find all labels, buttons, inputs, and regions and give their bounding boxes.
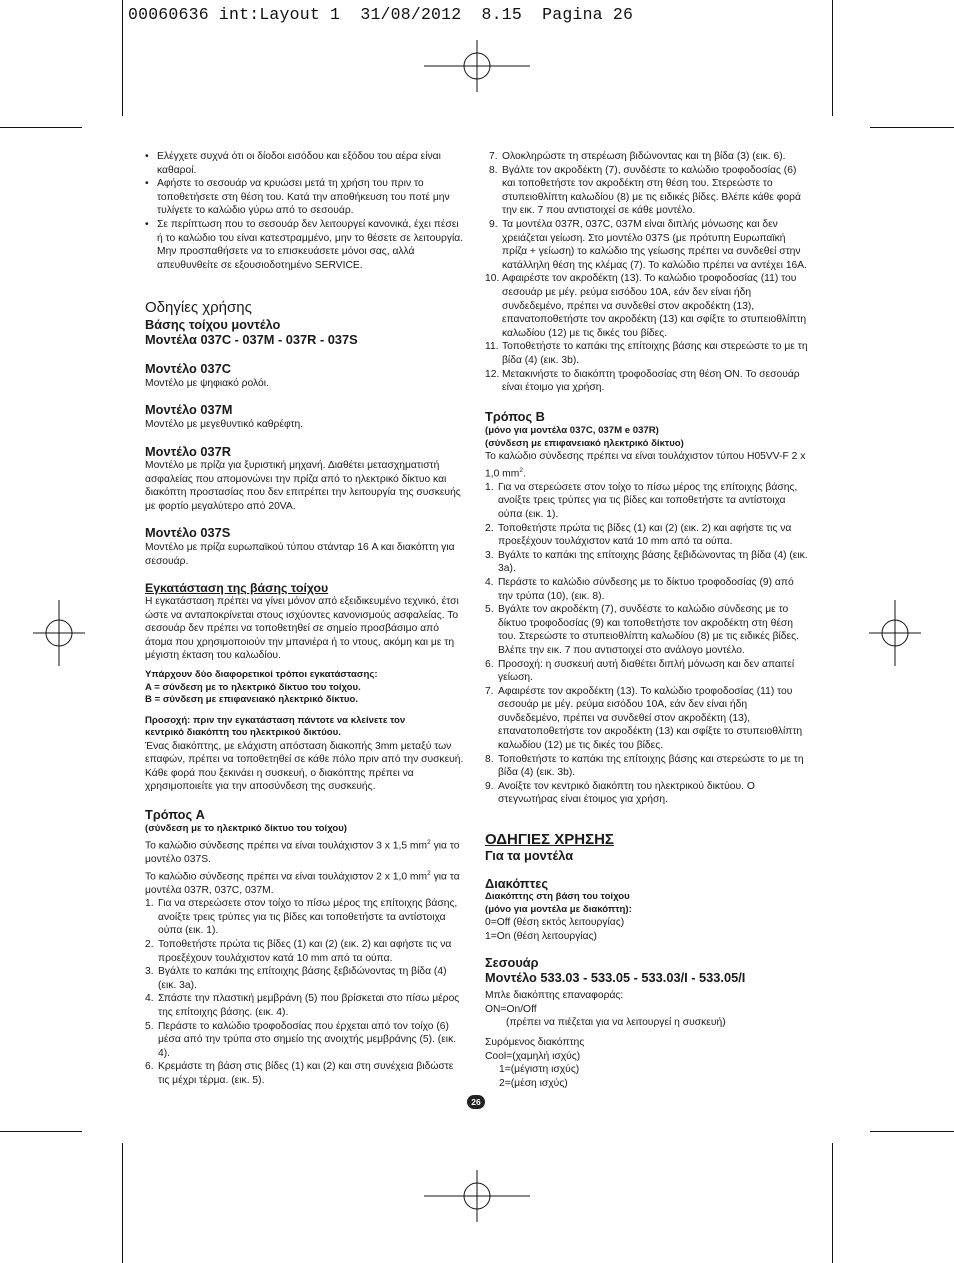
right-column <box>485 150 811 1090</box>
warning-line-2: κεντρικό διακόπτη του ηλεκτρικού δικτύου. <box>145 727 341 739</box>
step-item: 10. Αφαιρέστε τον ακροδέκτη (13). Το καλώδιο τροφοδοσίας (11) του σεσουάρ με μέγ. ρεύμα εισόδου 10A, εάν δεν είναι ήδη συνδεδεμένο, πρέπει να συνδεθεί στον ακροδέκτη (13), επανατοποθετήστε τον ακροδέκτη (13) και σφίξτε το στυπειοθλίπτη καλωδίου (12) με τις δικές του βίδες. <box>485 273 807 339</box>
step-item: 12. Μετακινήστε το διακόπτη τροφοδοσίας στη θέση ON. Το σεσουάρ είναι έτοιμο για χρήση. <box>485 368 800 394</box>
registration-mark-right <box>869 600 921 666</box>
registration-mark-top <box>424 40 530 92</box>
crop-mark <box>870 127 954 128</box>
model-037m-heading: Μοντέλο 037M <box>145 402 233 418</box>
left-column <box>145 150 467 1087</box>
switches-heading: Διακόπτες <box>485 875 549 891</box>
mode-a-steps <box>145 897 467 1087</box>
step-item: 2. Τοποθετήστε πρώτα τις βίδες (1) και (2) (εικ. 2) και αφήστε τις να προεξέχουν τουλάχιστον κατά 10 mm από τα ούπα. <box>145 938 452 964</box>
model-037s-text: Μοντέλο με πρίζα ευρωπαϊκού τύπου στάνταρ 16 A και διακόπτη για σεσουάρ. <box>145 541 455 567</box>
step-item: 6. Προσοχή: η συσκευή αυτή διαθέτει διπλή μόνωση και δεν απαιτεί γείωση. <box>485 658 795 684</box>
registration-mark-left <box>33 600 85 666</box>
instructions-subheading: Για τα μοντέλα <box>485 848 574 864</box>
bullet-item: • Αφήστε το σεσουάρ να κρυώσει μετά τη χρήση του πριν το τοποθετήσετε στη θέση του. Κατά την αποθήκευση του ποτέ μην τυλίγετε το καλώδιο γύρω από το σεσουάρ. <box>145 177 467 218</box>
mode-a-subheading: (σύνδεση με το ηλεκτρικό δίκτυο του τοίχου) <box>145 823 348 835</box>
instructions-heading: ΟΔΗΓΙΕΣ ΧΡΗΣΗΣ <box>485 831 614 849</box>
switch-on: 1=On (θέση λειτουργίας) <box>485 930 597 942</box>
step-item: 4. Περάστε το καλώδιο σύνδεσης με το δίκτυο τροφοδοσίας (9) από την τρύπα (10), (εικ. 8). <box>485 576 794 602</box>
step-item: 5. Βγάλτε τον ακροδέκτη (7), συνδέστε το καλώδιο σύνδεσης με το δίκτυο τροφοδοσίας (9) και τοποθετήστε τον ακροδέκτη στη θέση του. Στερεώστε το στυπειοθλίπτη καλωδίου (8) με τις ειδικές βίδες. Βλέπε την εικ. 7 που αντιστοιχεί στο ανάλογο μοντέλο. <box>485 604 799 656</box>
model-037r-text: Μοντέλο με πρίζα για ξυριστική μηχανή. Διαθέτει μετασχηματιστή ασφαλείας που απομονώνει την πρίζα από το ηλεκτρικό δίκτυο και διακόπτη προστασίας που δεν επιτρέπει την λειτουργία της συσκευής με φορτίο μεγαλύτερο από 20VA. <box>145 460 461 512</box>
mode-b-subheading-1: (μόνο για μοντέλα 037C, 037M e 037R) <box>485 425 659 437</box>
warning-text: Ένας διακόπτης, με ελάχιστη απόσταση διακοπής 3mm μεταξύ των επαφών, πρέπει να τοποθετηθεί σε κάθε πόλο πριν από την συσκευή. Κάθε φορά που ξεκινάει η συσκευή, ο διακόπτης πρέπει να χρησιμοποιείτε για την αποσύνδεση της συσκευής. <box>145 740 464 793</box>
mode-a-cable-others: Το καλώδιο σύνδεσης πρέπει να είναι τουλάχιστον 2 x 1,0 $mm^2$ για τα μοντέλα 037R, 037C, 037M. <box>145 869 460 896</box>
mode-b-subheading-2: (σύνδεση με επιφανειακό ηλεκτρικό δίκτυο) <box>485 437 684 449</box>
mode-b-cable: Το καλώδιο σύνδεσης πρέπει να είναι τουλάχιστον τύπου H05VV-F 2 x 1,0 $mm^2$. <box>485 451 806 480</box>
crop-mark <box>0 127 82 128</box>
step-item: 5. Περάστε το καλώδιο τροφοδοσίας που έρχεται από τον τοίχο (6) μέσα από την τρύπα στο σημείο της ανοιχτής μεμβράνης (5). (εικ. 4). <box>145 1020 457 1059</box>
slide-switch-2: 2=(μέση ισχύς) <box>499 1077 568 1089</box>
page-number-badge: 26 <box>467 1095 485 1109</box>
crop-mark <box>122 0 123 116</box>
step-item: 1. Για να στερεώσετε στον τοίχο το πίσω μέρος της επίτοιχης βάσης, ανοίξτε τρεις τρύπες για τις βίδες και τοποθετήστε τα αντίστοιχα ούπα (εικ. 1). <box>485 481 798 520</box>
step-item: 7. Ολοκληρώστε τη στερέωση βιδώνοντας και τη βίδα (3) (εικ. 6). <box>489 151 786 162</box>
bullet-item: • Σε περίπτωση που το σεσουάρ δεν λειτουργεί κανονικά, έχει πέσει ή το καλώδιο του είναι κατεστραμμένο, μην το θέσετε σε λειτουργία. Μην προσπαθήσετε να το επισκευάσετε μόνοι σας, αλλά απευθυνθείτε σε εξουσιοδοτημένο SERVICE. <box>145 218 467 272</box>
mode-b-steps <box>485 481 811 807</box>
reset-switch-on: ON=On/Off <box>485 1003 537 1015</box>
usage-heading: Οδηγίες χρήσης <box>145 299 252 317</box>
install-way-a: A = σύνδεση με το ηλεκτρικό δίκτυο του τοίχου. <box>145 681 361 693</box>
crop-mark <box>832 1143 833 1263</box>
model-037c-heading: Μοντέλο 037C <box>145 361 232 377</box>
registration-mark-bottom <box>424 1170 530 1222</box>
step-item: 9. Ανοίξτε τον κεντρικό διακόπτη του ηλεκτρικού δικτύου. Ο στεγνωτήρας είναι έτοιμος για χρήση. <box>485 780 755 806</box>
crop-mark <box>0 1131 82 1132</box>
step-item: 6. Κρεμάστε τη βάση στις βίδες (1) και (2) και στη συνέχεια βιδώστε τις μέχρι τέρμα. (εικ. 5). <box>145 1061 454 1086</box>
mode-a-heading: Τρόπος A <box>145 806 205 822</box>
step-item: 9. Τα μοντέλα 037R, 037C, 037M είναι διπλής μόνωσης και δεν χρειάζεται γείωση. Στο μοντέλο 037S (με πρότυπη Ευρωπαϊκή πρίζα + γείωση) το καλώδιο της γείωσης πρέπει να συνδεθεί στην κατάλληλη θέση της κλέμας (7). Το καλώδιο πρέπει να αντέχει 16A. <box>489 218 808 271</box>
install-text: Η εγκατάσταση πρέπει να γίνει μόνον από εξειδικευμένο τεχνικό, έτσι ώστε να ανταποκρίνεται στους ισχύοντες κανονισμούς ασφαλείας. Το σεσουάρ δεν πρέπει να τοποθετηθεί σε σημείο προσβάσιμο από άτομα που χρησιμοποιούν την μπανιέρα ή το ντους, ακόμη και με τη μέγιστη έκταση του καλωδίου. <box>145 596 459 662</box>
usage-models: Μοντέλα 037C - 037M - 037R - 037S <box>145 331 358 347</box>
model-037r-heading: Μοντέλο 037R <box>145 443 232 459</box>
switch-off: 0=Off (θέση εκτός λειτουργίας) <box>485 917 625 929</box>
dryer-models: Μοντέλο 533.03 - 533.05 - 533.03/I - 533.05/I <box>485 969 746 985</box>
dryer-heading: Σεσουάρ <box>485 955 539 971</box>
install-heading: Εγκατάσταση της βάσης τοίχου <box>145 581 329 596</box>
model-037c-text: Μοντέλο με ψηφιακό ρολόι. <box>145 377 269 389</box>
reset-switch-label: Μπλε διακόπτης επαναφοράς: <box>485 990 624 1002</box>
crop-mark <box>870 1131 954 1132</box>
step-item: 1. Για να στερεώσετε στον τοίχο το πίσω μέρος της επίτοιχης βάσης, ανοίξτε τρεις τρύπες για τις βίδες και τοποθετήστε τα αντίστοιχα ούπα (εικ. 1). <box>145 898 458 937</box>
switches-sub-2: (μόνο για μοντέλα με διακόπτη): <box>485 903 632 915</box>
step-item: 2. Τοποθετήστε πρώτα τις βίδες (1) και (2) (εικ. 2) και αφήστε τις να προεξέχουν τουλάχιστον κατά 10 mm από τα ούπα. <box>485 522 792 548</box>
mode-b-heading: Τρόπος B <box>485 408 545 424</box>
slide-switch-cool: Cool=(χαμηλή ισχύς) <box>485 1050 581 1062</box>
warning-line-1: Προσοχή: πριν την εγκατάσταση πάντοτε να κλείνετε τον <box>145 714 406 726</box>
step-item: 3. Βγάλτε το καπάκι της επίτοιχης βάσης ξεβιδώνοντας τη βίδα (4) (εικ. 3a). <box>145 966 447 991</box>
step-item: 11. Τοποθετήστε το καπάκι της επίτοιχης βάσης και στερεώστε το με τη βίδα (4) (εικ. 3b). <box>485 341 808 366</box>
bullet-item: • Ελέγχετε συχνά ότι οι δίοδοι εισόδου και εξόδου του αέρα είναι καθαροί. <box>145 150 467 177</box>
reset-switch-note: (πρέπει να πιέζεται για να λειτουργεί η συσκευή) <box>506 1017 726 1029</box>
usage-subheading: Βάσης τοίχου μοντέλο <box>145 317 281 333</box>
mode-a-cable-037s: Το καλώδιο σύνδεσης πρέπει να είναι τουλάχιστον 3 x 1,5 $mm^2$ για το μοντέλο 037S. <box>145 838 460 865</box>
step-item: 8. Βγάλτε τον ακροδέκτη (7), συνδέστε το καλώδιο τροφοδοσίας (6) και τοποθετήστε τον ακροδέκτη στη θέση του. Στερεώστε το στυπειοθλίπτη καλωδίου (8) με τις ειδικές βίδες. Βλέπε κάθε φορά την εικ. 7 που αντιστοιχεί σε κάθε μοντέλο. <box>489 164 801 217</box>
safety-bullet-list <box>145 150 467 272</box>
step-item: 7. Αφαιρέστε τον ακροδέκτη (13). Το καλώδιο τροφοδοσίας (11) του σεσουάρ με μέγ. ρεύμα εισόδου 10A, εάν δεν είναι ήδη συνδεδεμένο, πρέπει να συνδεθεί στον ακροδέκτη (13), επανατοποθετήστε τον ακροδέκτη (13) και σφίξτε το στυπειοθλίπτη καλωδίου (12) με τις δικές του βίδες. <box>485 685 803 752</box>
step-item: 8. Τοποθετήστε το καπάκι της επίτοιχης βάσης και στερεώστε το με τη βίδα (4) (εικ. 3b). <box>485 753 804 779</box>
mode-a-steps-continued <box>485 150 811 395</box>
step-item: 4. Σπάστε την πλαστική μεμβράνη (5) που βρίσκεται στο πίσω μέρος της επίτοιχης βάσης. (εικ. 4). <box>145 993 460 1018</box>
model-037m-text: Μοντέλο με μεγεθυντικό καθρέφτη. <box>145 418 304 430</box>
switches-sub-1: Διακόπτης στη βάση του τοίχου <box>485 891 630 903</box>
slide-switch-label: Συρόμενος διακόπτης <box>485 1037 585 1049</box>
slide-switch-1: 1=(μέγιστη ισχύς) <box>499 1064 580 1076</box>
install-way-b: B = σύνδεση με επιφανειακό ηλεκτρικό δίκτυο. <box>145 694 358 706</box>
crop-mark <box>832 0 833 116</box>
print-slug: 00060636 int:Layout 1 31/08/2012 8.15 Pagina 26 <box>128 5 634 24</box>
step-item: 3. Βγάλτε το καπάκι της επίτοιχης βάσης ξεβιδώνοντας τη βίδα (4) (εικ. 3a). <box>485 549 808 575</box>
install-ways-intro: Υπάρχουν δύο διαφορετικοί τρόποι εγκατάστασης: <box>145 669 378 681</box>
crop-mark <box>122 1143 123 1263</box>
model-037s-heading: Μοντέλο 037S <box>145 525 231 541</box>
